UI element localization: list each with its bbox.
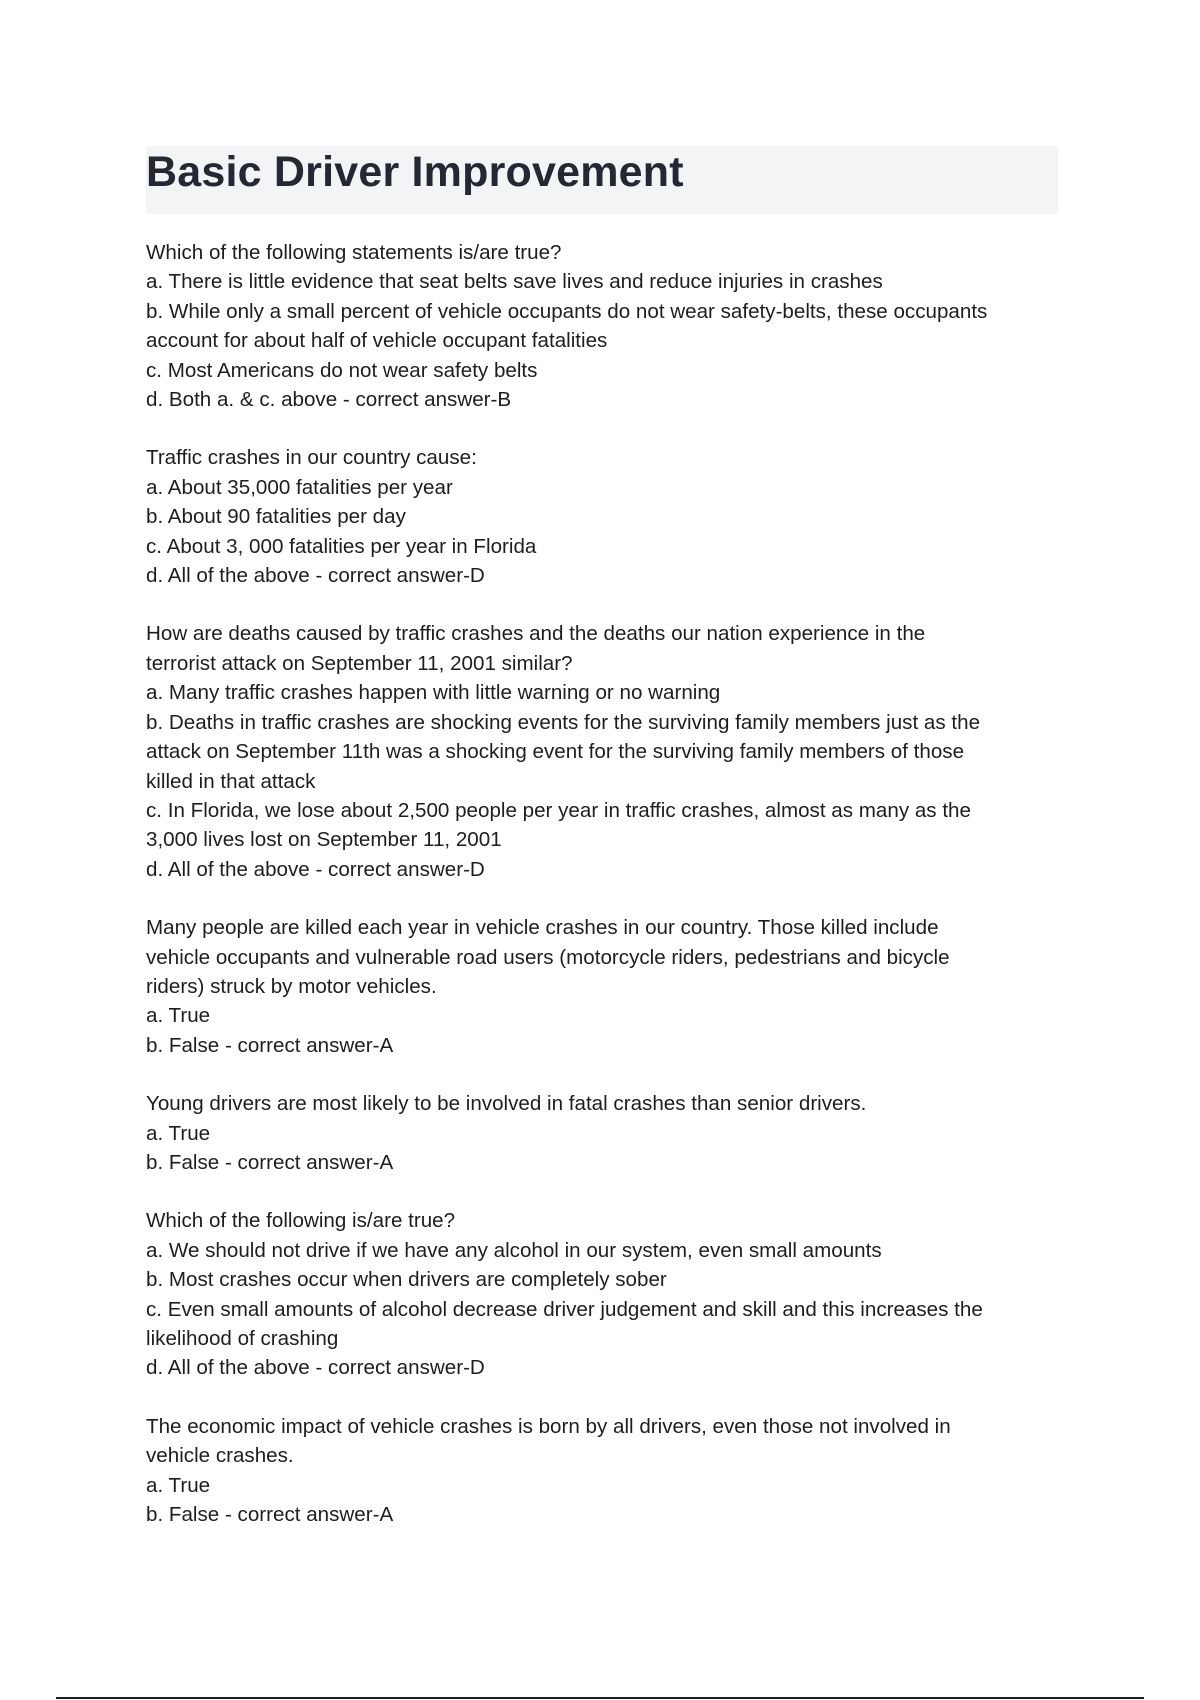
question-block <box>146 619 1066 884</box>
question-line: d. All of the above - correct answer-D <box>146 564 485 588</box>
question-block <box>146 913 1066 1060</box>
question-line: b. About 90 fatalities per day <box>146 505 406 529</box>
question-line: c. In Florida, we lose about 2,500 people per year in traffic crashes, almost as many as the <box>146 798 971 822</box>
question-line: a. About 35,000 fatalities per year <box>146 475 453 499</box>
question-line: b. While only a small percent of vehicle occupants do not wear safety-belts, these occupants <box>146 299 988 323</box>
question-line: killed in that attack <box>146 769 316 793</box>
question-line: vehicle occupants and vulnerable road users (motorcycle riders, pedestrians and bicycle <box>146 945 950 969</box>
question-text: Which of the following statements is/are true? <box>146 241 562 264</box>
question-line: likelihood of crashing <box>146 1327 339 1350</box>
question-line: b. Most crashes occur when drivers are completely sober <box>146 1268 667 1292</box>
question-list <box>146 238 1066 1558</box>
question-block <box>146 238 1066 414</box>
question-text: Many people are killed each year in vehicle crashes in our country. Those killed include <box>146 916 939 940</box>
question-text: The economic impact of vehicle crashes is born by all drivers, even those not involved in <box>146 1414 951 1438</box>
question-line: b. False - correct answer-A <box>146 1033 394 1057</box>
question-line: c. Most Americans do not wear safety belts <box>146 358 538 382</box>
question-line: account for about half of vehicle occupant fatalities <box>146 329 608 353</box>
question-line: vehicle crashes. <box>146 1444 294 1468</box>
page-title: Basic Driver Improvement <box>146 148 684 196</box>
question-line: a. We should not drive if we have any alcohol in our system, even small amounts <box>146 1238 882 1262</box>
question-line: d. All of the above - correct answer-D <box>146 1356 485 1380</box>
question-line: terrorist attack on September 11, 2001 similar? <box>146 651 573 675</box>
question-text: Which of the following is/are true? <box>146 1209 456 1233</box>
question-line: riders) struck by motor vehicles. <box>146 974 437 998</box>
question-block <box>146 1206 1066 1382</box>
question-line: c. About 3, 000 fatalities per year in Florida <box>146 534 537 558</box>
question-line: d. All of the above - correct answer-D <box>146 857 485 881</box>
question-text: Young drivers are most likely to be involved in fatal crashes than senior drivers. <box>146 1092 867 1116</box>
question-line: 3,000 lives lost on September 11, 2001 <box>146 828 502 852</box>
question-line: a. True <box>146 1473 211 1497</box>
question-line: b. False - correct answer-A <box>146 1503 394 1527</box>
question-block <box>146 443 1066 590</box>
question-block <box>146 1089 1066 1177</box>
question-block <box>146 1412 1066 1530</box>
question-text: Traffic crashes in our country cause: <box>146 446 477 470</box>
footer-divider <box>56 1697 1144 1699</box>
question-line: b. Deaths in traffic crashes are shocking events for the surviving family members just as the <box>146 710 981 734</box>
question-line: a. True <box>146 1004 211 1028</box>
question-line: a. True <box>146 1121 211 1145</box>
question-line: c. Even small amounts of alcohol decrease driver judgement and skill and this increases the <box>146 1297 983 1321</box>
question-line: a. There is little evidence that seat belts save lives and reduce injuries in crashes <box>146 270 883 294</box>
question-line: attack on September 11th was a shocking event for the surviving family members of those <box>146 740 965 764</box>
question-line: d. Both a. & c. above - correct answer-B <box>146 388 512 412</box>
question-text: How are deaths caused by traffic crashes and the deaths our nation experience in the <box>146 622 926 646</box>
question-line: b. False - correct answer-A <box>146 1150 394 1174</box>
question-line: a. Many traffic crashes happen with little warning or no warning <box>146 681 721 705</box>
